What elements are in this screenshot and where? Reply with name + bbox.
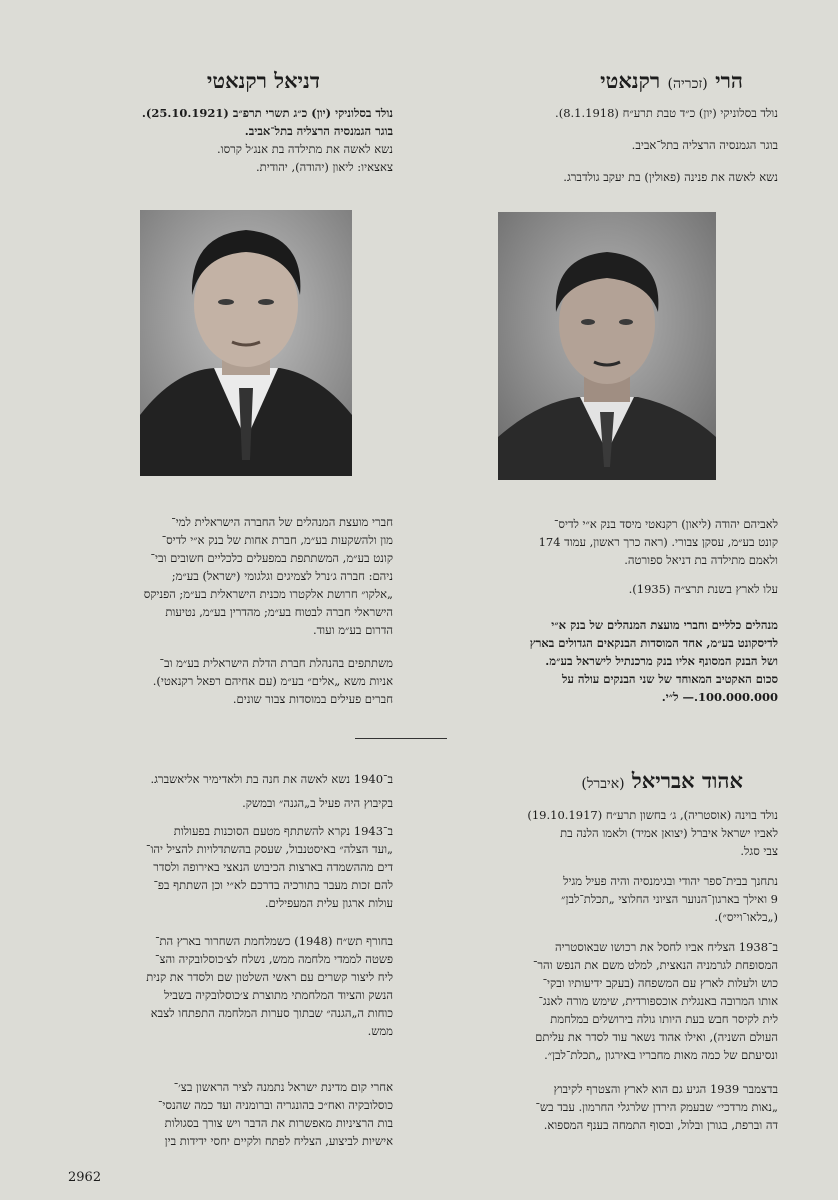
ehud-education: [398, 872, 778, 926]
text-line: דים מההשמדה בארצות הכיבוש הנאצי באירופה ולסדר: [153, 860, 393, 874]
bio-line: בוגר הגמנסיה הרצליה בתל־אביב.: [631, 138, 778, 152]
text-line: אישיות לביצוע, הצליח לפתח ולקיים יחסי ידידות בין: [164, 1134, 393, 1148]
text-line: קונט בע״מ, עסקן צבורי. (ראה כרך ראשון, עמוד 174: [538, 535, 778, 549]
heading-daniel-recanati: דניאל רקנאטי: [206, 68, 320, 93]
text-line: ניהם: חברה ג׳נרל לצמיגים וגלגומי (ישראל) בע״מ;: [171, 569, 393, 583]
aliyah-line: עלו לארץ בשנת תרצ״ה (1935).: [628, 582, 778, 596]
text-line: לאביהם יהודה (ליאון) רקנאטי מיסד בנק א״י לדיס־: [554, 517, 778, 531]
text-line: דה וברפת, בגורן ובלול, ובסוף התמחה בענף המספוא.: [543, 1118, 778, 1132]
text-line: ממש.: [367, 1024, 393, 1038]
text-line: כוסלובקיה ואח״כ בהונגריה וברומניה ועד כמה שהנסי־: [158, 1098, 393, 1112]
harry-bio: [398, 104, 778, 194]
daniel-career: [33, 513, 393, 639]
portrait-daniel-recanati: [140, 210, 352, 476]
text-line: מנהלים כלליים וחברי מועצת המנהלים של בנק א״י: [551, 618, 778, 632]
bio-line: נשא לאשה את פנינה (פאולין) בת יעקב גולדברג.: [563, 170, 778, 184]
text-line: מון ולהשקעות בע״מ, חברת אחות של בנק א״י לדיס־: [161, 533, 393, 547]
heading-surname: רקנאטי: [600, 68, 661, 93]
text-line: נתחנך בבית־ספר יהודי ובגימנסיה והיה פעיל מגיל: [563, 874, 778, 888]
text-line: „אלקו״ חרושת אלקטרו מכנית הישראלית בע״מ; הפניקס: [143, 587, 393, 601]
paragraph-1939: [398, 1080, 778, 1134]
text-line: 9 ואילך בארגון־הנוער הציוני החלוצי „תכלת־לבן״: [561, 892, 778, 906]
text-line: להם זכות מעבר בתורכיה בדרכם לא״י וכן השתתף בפ־: [153, 878, 393, 892]
text-line: אותו המרובה באנגלית אוכספורדית, שימש מורה לאנג־: [538, 994, 778, 1008]
harry-aliyah: [398, 580, 778, 606]
text-line: ונסיעתם של כמה מאות מחבריו באירגון „תכלת־לבן״.: [544, 1048, 778, 1062]
ehud-1939: [398, 1080, 778, 1134]
bio-line: נולד בסלוניקי (יון) כ״ד טבת תרע״ח (8.1.1918).: [555, 106, 778, 120]
text-line: הישראלי חברה לבטוח בע״מ; מהדרין בע״מ, נטיעות: [165, 605, 393, 619]
harry-parents: [398, 515, 778, 569]
bank-paragraph: [398, 616, 778, 706]
daniel-bio: [33, 104, 393, 176]
heading-ehud-avriel: [413, 768, 743, 794]
text-line: „ועד הצלה״ באיסטנבול, שעסק בהשתדלויות להציל יהו־: [146, 842, 393, 856]
heading-name: אהוד אבריאל: [631, 768, 743, 793]
text-line: ושל הבנק המסונף אליו בנק מרכנתיל לישראל בע״מ.: [545, 654, 778, 668]
paragraph-1938: [398, 938, 778, 1064]
portrait-harry-recanati: [498, 212, 716, 480]
text-line: קונט בע״מ, המשתתפת במפעלים כלכליים חשובים ובי־: [150, 551, 393, 565]
text-line: חברי מועצת המנהלים של החברה הישראלית למי־: [171, 515, 393, 529]
text-line: נשא לאשה את מתילדה בת אנג׳ל קרסו.: [216, 142, 393, 156]
ehud-1938: [398, 938, 778, 1064]
heading-first-name: הרי: [715, 68, 743, 93]
section-divider: [355, 738, 447, 739]
text-line: בחורף תש״ח (1948) כשמלחמת השחרור בארץ הת־: [155, 934, 393, 948]
text-line: („בלאו־וייס״).: [714, 910, 778, 924]
text-line: בקיבוץ היה פעיל ב„הגנה״ ובמשק.: [242, 796, 393, 810]
text-line: ב־1938 הצליח אביו לחסל את רכושו שבאוסטריה: [554, 940, 778, 954]
text-line: ליח ליצור קשרים עם ראשי השלטון שם ולסדר את קנית: [146, 970, 393, 984]
text-line: 100.000.000.— ל״י.: [661, 690, 778, 704]
text-line: העולם השניה), ואילו אהוד נשאר עוד לסדר את עליתם: [535, 1030, 778, 1044]
text-line: צבי סגל.: [740, 844, 778, 858]
text-line: לאביו ישראל איברל (יצואן אמיד) ולאמו הלנה בת: [560, 826, 778, 840]
text-line: כוחות ה„הגנה״ שבתוך סערות המלחמה התפתחו לצבא: [150, 1006, 393, 1020]
text-line: לדיסקונט בע״מ, אחד המוסדות הבנקאים הגדולים בארץ: [529, 636, 778, 650]
ehud-1948: [33, 932, 393, 1040]
text-line: ב־1940 נשא לאשה את חנה בת ולאדימיר אליאשברג.: [150, 772, 393, 786]
text-line: בות הרציניות מאפשרות את הדבר ויש צורך בסגולות: [164, 1116, 393, 1130]
text-line: עולות ארגון עלית המעפילים.: [264, 896, 393, 910]
text-line: נולד בסלוניקי (יון) כ״ג תשרי תרפ״ב (25.10.1921).: [141, 106, 393, 120]
daniel-business: [33, 654, 393, 708]
paragraph-state: [33, 1078, 393, 1150]
ehud-state: [33, 1078, 393, 1150]
text-line: אניות משא „אלים״ בע״מ (עם אחיהם רפאל רקנאטי).: [152, 674, 393, 688]
text-line: חברים פעילים במוסדות צבור שונים.: [232, 692, 393, 706]
harry-bank: [398, 616, 778, 706]
heading-paren-name: (זכריה): [667, 76, 708, 92]
text-line: לית לקיסר חבש בעת היותו גולה בירושלים במלחמת: [550, 1012, 778, 1026]
text-line: המסופחת לגרמניה הנאצית, למלט משם את הנפש והר־: [532, 958, 778, 972]
text-line: בדצמבר 1939 הגיע גם הוא לארץ והצטרף לקיבוץ: [553, 1082, 778, 1096]
ehud-1943: [33, 822, 393, 912]
text-line: כוש ולעלות לארץ עם המשפחה (בעקב ידיעותיו ובקי־: [542, 976, 778, 990]
text-line: הנשק והציוד המלחמתי מתוצרת צ׳כוסלובקיה בשביל: [164, 988, 393, 1002]
heading-paren-name: (איברל): [581, 776, 625, 792]
ehud-1940: [33, 770, 393, 820]
paragraph-1948: [33, 932, 393, 1040]
page-number: 2962: [68, 1170, 102, 1185]
business-paragraph: [33, 654, 393, 708]
text-line: פשטה לממדי מלחמה ממש, נשלח לצ׳כוסלובקיה והצ־: [155, 952, 393, 966]
text-line: בוגר הגמנסיה הרצליה בתל־אביב.: [244, 124, 393, 138]
text-line: משתתפים בהנהלת חברת הדלת הישראלית בע״מ וב־: [159, 656, 393, 670]
paragraph-1943: [33, 822, 393, 912]
education-paragraph: [398, 872, 778, 926]
text-line: הדרום בע״מ ועוד.: [312, 623, 393, 637]
text-line: ב־1943 נקרא להשתתף מטעם הסוכנות בפעולות: [173, 824, 393, 838]
parents-paragraph: [398, 515, 778, 569]
text-line: נולד בוינה (אוסטריה), ג׳ בחשון תרע״ח (19.10.1917): [527, 808, 778, 822]
heading-harry-recanati: [403, 68, 743, 94]
bio-paragraph: [33, 104, 393, 176]
text-line: סכום האקטיב המאוחד של שני הבנקים עולה על: [561, 672, 778, 686]
text-line: ולאמם מתילדה בת דניאל ספורטה.: [624, 553, 778, 567]
ehud-intro: [398, 806, 778, 860]
career-paragraph: [33, 513, 393, 639]
text-line: צאצאיו: ליאון (יהודה), יהודית.: [256, 160, 393, 174]
intro-paragraph: [398, 806, 778, 860]
text-line: „נאות מרדכי״ שבעמק הירדן שלרגלי החרמון. עבד בש־: [535, 1100, 778, 1114]
text-line: אחרי קום מדינת ישראל נתמנה לציר הראשון בצ׳־: [173, 1080, 393, 1094]
